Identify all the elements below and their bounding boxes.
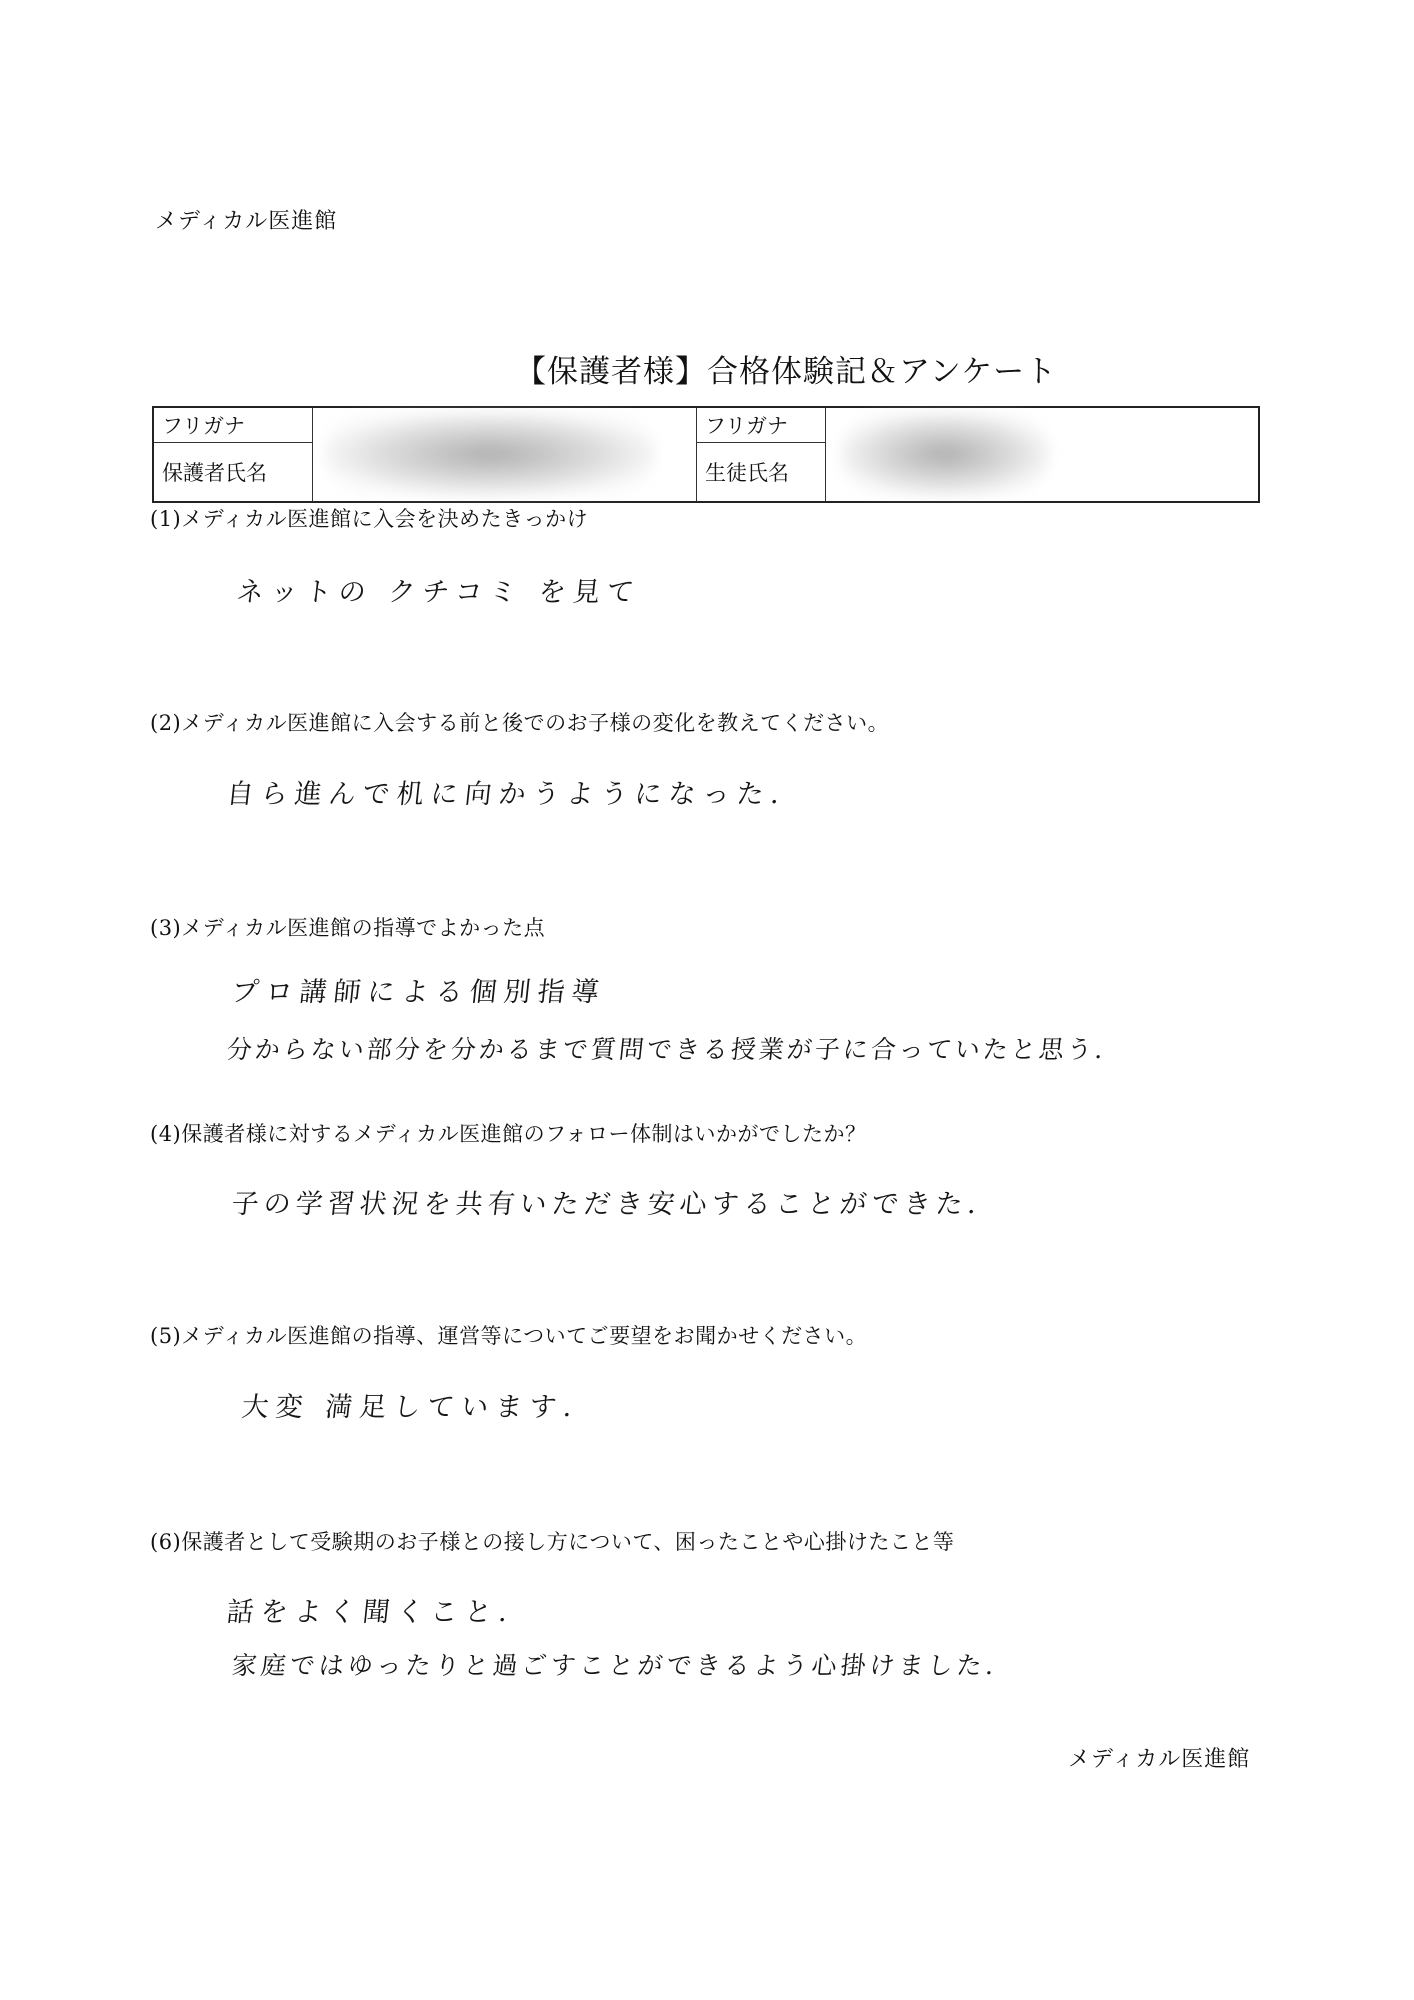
redaction-blur — [840, 412, 1050, 496]
question-6: (6)保護者として受験期のお子様との接し方について、困ったことや心掛けたこと等 — [150, 1530, 955, 1554]
redaction-blur — [325, 412, 655, 496]
answer-3-line-1: プロ講師による個別指導 — [230, 977, 608, 1008]
answer-3-line-2: 分からない部分を分かるまで質問できる授業が子に合っていたと思う. — [225, 1035, 1108, 1064]
answer-5-line-1: 大変 満足しています. — [240, 1392, 581, 1423]
answer-4-line-1: 子の学習状況を共有いただき安心することができた. — [230, 1189, 983, 1220]
question-3: (3)メディカル医進館の指導でよかった点 — [150, 916, 546, 940]
guardian-name-label: 保護者氏名 — [153, 443, 313, 503]
question-1: (1)メディカル医進館に入会を決めたきっかけ — [150, 507, 589, 531]
question-5: (5)メディカル医進館の指導、運営等についてご要望をお聞かせください。 — [150, 1324, 868, 1348]
guardian-name-redacted — [313, 407, 697, 502]
furigana-label-student: フリガナ — [697, 407, 826, 443]
answer-2-line-1: 自ら進んで机に向かうようになった. — [225, 779, 788, 810]
question-4: (4)保護者様に対するメディカル医進館のフォロー体制はいかがでしたか？ — [150, 1122, 867, 1146]
question-2: (2)メディカル医進館に入会する前と後でのお子様の変化を教えてください。 — [150, 711, 890, 735]
student-name-redacted — [826, 407, 1260, 502]
answer-6-line-1: 話をよく聞くこと. — [225, 1597, 516, 1628]
answer-1-line-1: ネットの クチコミ を見て — [235, 577, 643, 608]
info-table — [152, 406, 1260, 503]
furigana-label-guardian: フリガナ — [153, 407, 313, 443]
document-title: 【保護者様】合格体験記＆アンケート — [515, 354, 1058, 390]
furigana-row — [153, 407, 1259, 443]
answer-6-line-2: 家庭ではゆったりと過ごすことができるよう心掛けました. — [230, 1651, 1000, 1680]
header-organization: メディカル医進館 — [155, 209, 338, 234]
student-name-label: 生徒氏名 — [697, 443, 826, 503]
footer-organization: メディカル医進館 — [1068, 1747, 1251, 1772]
